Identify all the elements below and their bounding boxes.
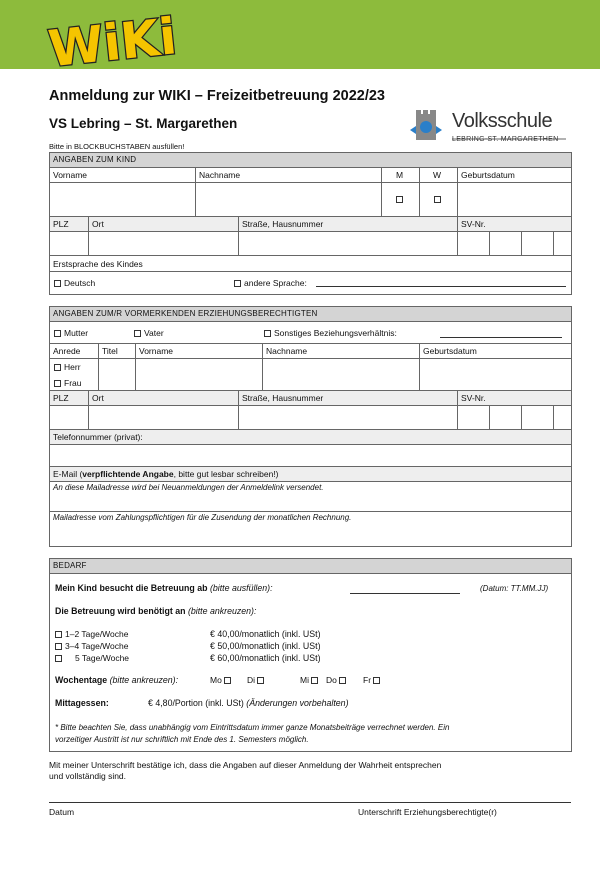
kind-address-header-row <box>50 217 571 232</box>
w-label: W <box>433 170 442 180</box>
email-note-1: An diese Mailadresse wird bei Neuanmeldungen der Anmeldelink versendet. <box>53 483 324 492</box>
option-3-4-tage[interactable]: 3–4 Tage/Woche <box>55 641 128 651</box>
signature-line[interactable] <box>49 802 571 803</box>
kind-name-input-row <box>50 183 571 217</box>
email-field-2[interactable] <box>50 512 571 546</box>
hinweis-line-2: vorzeitiger Austritt ist nur schriftlich mit Ende des 1. Semesters möglich. <box>55 735 309 744</box>
wochentage-label: Wochentage (bitte ankreuzen): <box>55 675 179 685</box>
kind-m-checkbox[interactable] <box>396 196 403 203</box>
erz-address-input-row <box>50 406 571 430</box>
sprache-row <box>50 272 571 294</box>
erz-strasse-field[interactable] <box>238 406 457 429</box>
erz-geburtsdatum-field[interactable] <box>419 359 573 390</box>
wiki-logo <box>45 7 180 79</box>
kind-svnr-field-3[interactable] <box>521 232 553 255</box>
kind-geburtsdatum-field[interactable] <box>457 183 573 216</box>
erz-ort-label: Ort <box>92 393 104 403</box>
eintritt-datum-line[interactable] <box>350 593 460 594</box>
frau-option[interactable]: Frau <box>54 378 81 388</box>
erz-nachname-field[interactable] <box>262 359 419 390</box>
kind-svnr-field-4[interactable] <box>553 232 573 255</box>
fill-note: Bitte in BLOCKBUCHSTABEN ausfüllen! <box>49 142 185 151</box>
email-field-1[interactable] <box>50 482 571 512</box>
erz-vorname-field[interactable] <box>135 359 262 390</box>
erz-svnr-field-4[interactable] <box>553 406 573 429</box>
erz-geburtsdatum-label: Geburtsdatum <box>423 346 477 356</box>
erz-name-header-row <box>50 344 571 359</box>
hinweis-line-1: * Bitte beachten Sie, dass unabhängig vom Eintrittsdatum immer ganze Monatsbeiträge verrechnet werden. Ein <box>55 723 450 732</box>
benoetigt-label: Die Betreuung wird benötigt an (bitte ankreuzen): <box>55 606 257 616</box>
telefon-field[interactable] <box>50 445 571 467</box>
sonstiges-line[interactable] <box>440 337 562 338</box>
beziehung-row <box>50 322 571 344</box>
confirmation-text-2: und vollständig sind. <box>49 771 127 781</box>
price-5-tage: € 60,00/monatlich (inkl. USt) <box>210 653 321 663</box>
erz-strasse-label: Straße, Hausnummer <box>242 393 324 403</box>
day-di[interactable]: Di <box>247 675 267 685</box>
andere-sprache-line[interactable] <box>316 286 566 287</box>
kind-vorname-field[interactable] <box>50 183 195 216</box>
strasse-label: Straße, Hausnummer <box>242 219 324 229</box>
erz-vorname-label: Vorname <box>139 346 174 356</box>
geburtsdatum-label: Geburtsdatum <box>461 170 515 180</box>
kind-strasse-field[interactable] <box>238 232 457 255</box>
price-3-4-tage: € 50,00/monatlich (inkl. USt) <box>210 641 321 651</box>
page-subtitle: VS Lebring – St. Margarethen <box>49 116 238 131</box>
svnr-label: SV-Nr. <box>461 219 486 229</box>
erz-section-header: ANGABEN ZUM/R VORMERKENDEN ERZIEHUNGSBERECHTIGTEN <box>50 307 571 322</box>
datum-hint: (Datum: TT.MM.JJ) <box>480 584 549 593</box>
erstsprache-row <box>50 256 571 272</box>
vater-option[interactable]: Vater <box>134 328 164 338</box>
telefon-label: Telefonnummer (privat): <box>53 432 143 442</box>
email-label: E-Mail (verpflichtende Angabe, bitte gut lesbar schreiben!) <box>53 469 279 479</box>
nachname-label: Nachname <box>199 170 241 180</box>
deutsch-option[interactable]: Deutsch <box>54 278 95 288</box>
school-logo-name: Volksschule <box>452 110 553 132</box>
erz-plz-label: PLZ <box>53 393 69 403</box>
datum-label: Datum <box>49 807 75 817</box>
email-header-row <box>50 467 571 482</box>
erz-name-input-row <box>50 359 571 391</box>
telefon-header-row <box>50 430 571 445</box>
kind-section <box>49 152 572 295</box>
bedarf-section <box>49 558 572 752</box>
bedarf-section-header: BEDARF <box>50 559 571 574</box>
day-fr[interactable]: Fr <box>363 675 383 685</box>
confirmation-text-1: Mit meiner Unterschrift bestätige ich, dass die Angaben auf dieser Anmeldung der Wahrheit entsprechen <box>49 760 442 770</box>
mittagessen-label: Mittagessen: <box>55 698 109 708</box>
erz-section <box>49 306 572 547</box>
kind-ort-field[interactable] <box>88 232 238 255</box>
price-1-2-tage: € 40,00/monatlich (inkl. USt) <box>210 629 321 639</box>
day-mo[interactable]: Mo <box>210 675 234 685</box>
anrede-label: Anrede <box>53 346 81 356</box>
erz-titel-field[interactable] <box>98 359 135 390</box>
kind-address-input-row <box>50 232 571 256</box>
mutter-option[interactable]: Mutter <box>54 328 88 338</box>
erz-svnr-field-1[interactable] <box>457 406 489 429</box>
email-note-2: Mailadresse vom Zahlungspflichtigen für die Zusendung der monatlichen Rechnung. <box>53 513 352 522</box>
option-1-2-tage[interactable]: 1–2 Tage/Woche <box>55 629 128 639</box>
erz-plz-field[interactable] <box>50 406 88 429</box>
kind-svnr-field-1[interactable] <box>457 232 489 255</box>
mittagessen-price: € 4,80/Portion (inkl. USt) (Änderungen vorbehalten) <box>148 698 349 708</box>
day-do[interactable]: Do <box>326 675 349 685</box>
erz-svnr-field-3[interactable] <box>521 406 553 429</box>
ort-label: Ort <box>92 219 104 229</box>
herr-option[interactable]: Herr <box>54 362 81 372</box>
day-mi[interactable]: Mi <box>300 675 321 685</box>
titel-label: Titel <box>102 346 118 356</box>
unterschrift-label: Unterschrift Erziehungsberechtigte(r) <box>358 807 497 817</box>
besucht-label: Mein Kind besucht die Betreuung ab (bitte ausfüllen): <box>55 583 273 593</box>
andere-sprache-option[interactable]: andere Sprache: <box>234 278 307 288</box>
vorname-label: Vorname <box>53 170 88 180</box>
sonstiges-option[interactable]: Sonstiges Beziehungsverhältnis: <box>264 328 397 338</box>
plz-label: PLZ <box>53 219 69 229</box>
kind-name-header-row <box>50 168 571 183</box>
svg-text:WiKi: WiKi <box>45 7 180 79</box>
option-5-tage[interactable]: 5 Tage/Woche <box>55 653 129 663</box>
page-title: Anmeldung zur WIKI – Freizeitbetreuung 2022/23 <box>49 88 385 104</box>
erz-address-header-row <box>50 391 571 406</box>
kind-plz-field[interactable] <box>50 232 88 255</box>
kind-w-checkbox[interactable] <box>434 196 441 203</box>
erz-ort-field[interactable] <box>88 406 238 429</box>
kind-svnr-field-2[interactable] <box>489 232 521 255</box>
erz-svnr-label: SV-Nr. <box>461 393 486 403</box>
m-label: M <box>396 170 404 180</box>
school-logo-sub: LEBRING-ST. MARGARETHEN <box>452 136 559 143</box>
kind-section-header: ANGABEN ZUM KIND <box>50 153 571 168</box>
erstsprache-label: Erstsprache des Kindes <box>53 259 143 269</box>
erz-svnr-field-2[interactable] <box>489 406 521 429</box>
erz-nachname-label: Nachname <box>266 346 308 356</box>
kind-nachname-field[interactable] <box>195 183 381 216</box>
